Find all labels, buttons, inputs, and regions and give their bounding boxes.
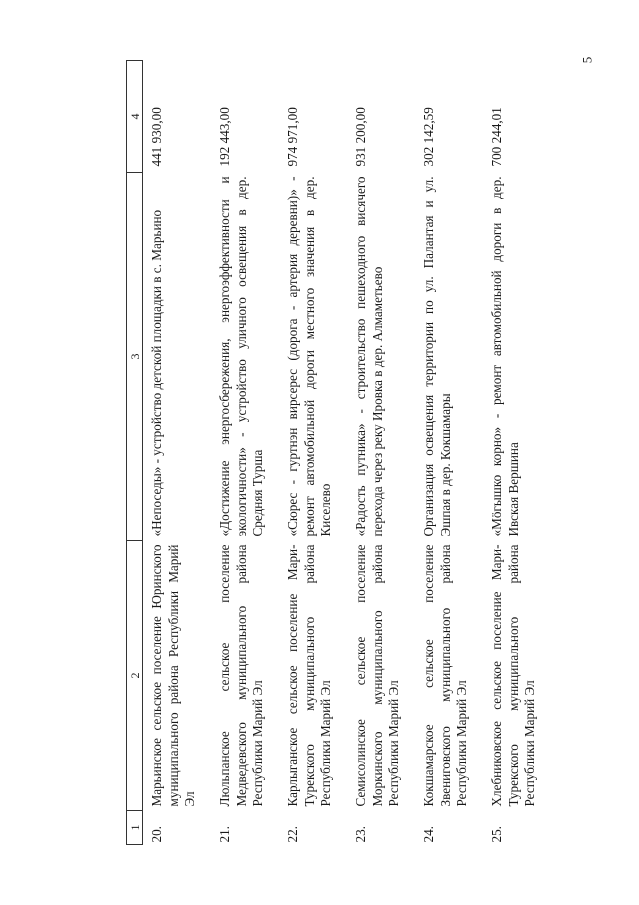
settlement-cell: Кокшамарское сельское поселение Звениговского муниципального района Республики Марий Эл xyxy=(421,544,470,807)
row-number: 23. xyxy=(353,826,368,843)
settlement-cell: Хлебниковское сельское поселение Мари-Турекского муниципального района Республики Марий Эл xyxy=(489,544,538,807)
settlement-cell: Семисолинское сельское поселение Моркинского муниципального района Республики Марий Эл xyxy=(353,544,402,807)
project-cell: «Мöгышко корно» - ремонт автомобильной дороги в дер. Ивская Вершина xyxy=(489,176,521,537)
amount-cell: 192 443,00 xyxy=(217,107,232,167)
project-cell: «Сюрес - гуртнэн вирсерес (дорога - артерия деревни)» - ремонт автомобильной дороги местного значения в дер. Киселево xyxy=(285,176,334,537)
table-row xyxy=(347,61,415,845)
row-number: 24. xyxy=(421,826,436,843)
settlement-cell: Марьинское сельское поселение Юринского муниципального района Республики Марий Эл xyxy=(149,544,198,807)
projects-table xyxy=(126,60,551,845)
amount-cell: 700 244,01 xyxy=(489,107,504,167)
rotated-table-frame xyxy=(126,61,599,845)
amount-cell: 441 930,00 xyxy=(149,107,164,167)
table-row xyxy=(211,61,279,845)
table-row xyxy=(483,61,551,845)
project-cell: «Достижение энергосбережения, энергоэффективности и экологичности» - устройство уличного освещения в дер. Средняя Турша xyxy=(217,176,266,537)
amount-cell: 974 971,00 xyxy=(285,107,300,167)
project-cell: «Непоседы» - устройство детской площадки в с. Марьино xyxy=(149,209,164,537)
amount-cell: 931 200,00 xyxy=(353,107,368,167)
table-row xyxy=(143,61,212,845)
row-number: 25. xyxy=(489,826,504,843)
column-header-3: 3 xyxy=(127,173,143,541)
column-header-1: 1 xyxy=(127,811,143,845)
row-number: 22. xyxy=(285,826,300,843)
project-cell: «Радость путника» - строительство пешеходного висячего перехода через реку Ировка в дер. Алмаметьево xyxy=(353,176,385,537)
table-row xyxy=(415,61,483,845)
settlement-cell: Люльпанское сельское поселение Медведевского муниципального района Республики Марий Эл xyxy=(217,544,266,807)
table-row xyxy=(279,61,347,845)
settlement-cell: Карлыганское сельское поселение Мари-Турекского муниципального района Республики Марий Эл xyxy=(285,544,334,807)
column-header-2: 2 xyxy=(127,541,143,811)
row-number: 21. xyxy=(217,826,232,843)
header-row xyxy=(127,61,143,845)
column-header-4: 4 xyxy=(127,61,143,173)
page-number: 5 xyxy=(579,56,595,64)
row-number: 20. xyxy=(149,826,164,843)
project-cell: Организация освещения территории по ул. Палантая и ул. Эшпая в дер. Кокшамары xyxy=(421,176,453,537)
amount-cell: 302 142,59 xyxy=(421,107,436,167)
